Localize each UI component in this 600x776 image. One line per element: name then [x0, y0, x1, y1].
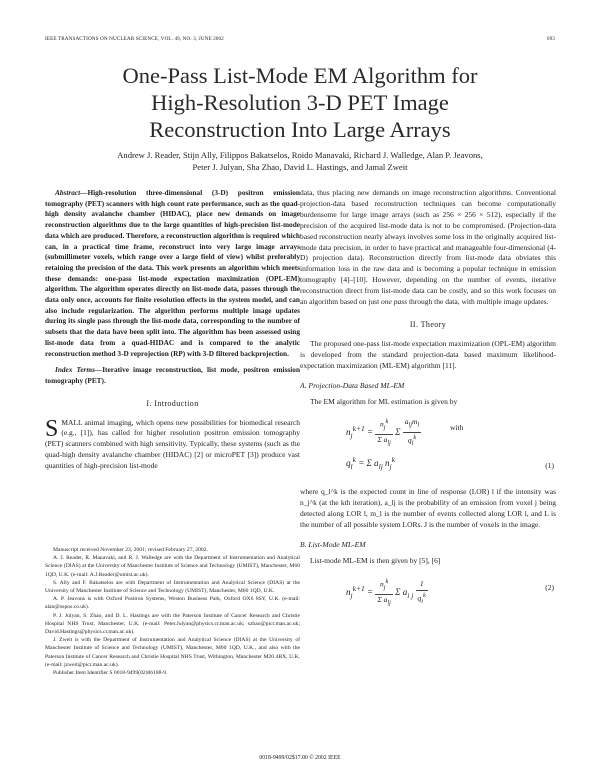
index-terms-label: Index Terms— — [55, 365, 103, 375]
author-line: Andrew J. Reader, Stijn Ally, Filippos Bakatselos, Roido Manavaki, Richard J. Walledge, Alan P. Jeavons, — [117, 150, 483, 160]
index-terms-text: Iterative image reconstruction, list mode, positron emission tomography (PET). — [45, 365, 300, 385]
footnotes — [45, 546, 300, 677]
title-line: High-Resolution 3-D PET Image — [151, 90, 449, 115]
paper-title — [0, 62, 600, 143]
body-paragraph: where q_l^k is the expected count in line of response (LOR) l if the intensity was n_j^k (at the kth iteration), a_lj is the probability of an emission from voxel j being detected along LOR l, m_l is the number of events collected along LOR l, and L is the number of all possible system LORs. J is the number of voxels in the image. — [300, 487, 556, 530]
equation-math: $q_l^k = \Sigma$ $a_{lj}$ $n_j^k$ — [346, 455, 395, 472]
abstract-text: High-resolution three-dimensional (3-D) positron emission tomography (PET) scanners with high count rate performance, such as the quad-high density avalanche chamber (HIDAC), place new demands on image reconstruction algorithms due to the large quantities of high-precision list-mode data which are produced. Therefore, a reconstruction algorithm is required which can, in a practical time frame, reconstruct into very large image arrays (submillimeter voxels, which range over a large field of view) whilst preferably retaining the precision of the data. This work presents an algorithm which meets these demands: one-pass list-mode expectation maximization (OPL-EM) algorithm. The algorithm operates directly on list-mode data, passes through the data only once, accounts for finite resolution effects in the system model, and can also include regularization. The algorithm performs multiple image updates during its single pass through the list-mode data, corresponding to the number of subsets that the data have been split into. The algorithm has been assessed using list-mode data from a quad-HIDAC and is compared to the analytic reconstruction method 3-D reprojection (RP) with 3-D filtered backprojection. — [45, 188, 300, 358]
emphasis: one pass — [381, 297, 408, 307]
footnote: A. P. Jeavons is with Oxford Positron Systems, Weston Business Park, Oxford OX6 8SY, U.K. (e-mail: alan@ospos.co.uk). — [45, 596, 300, 611]
body-paragraph: The proposed one-pass list-mode expectation maximization (OPL-EM) algorithm is developed from the standard projection-data based maximum likelihood-expectation maximization (ML-EM) algorithm [11]. — [300, 338, 556, 370]
body-paragraph: The EM algorithm for ML estimation is given by — [310, 396, 458, 406]
index-terms — [45, 365, 300, 386]
page-number: 693 — [546, 36, 555, 42]
footnote: A. J. Reader, R. Manavaki, and R. J. Walledge are with the Department of Instrumentation and Analytical Science (DIAS) at the University of Manchester Institute of Science and Technology (UMIST), Manchester, M60 1QD, U.K. (e-mail: A.J.Reader@umist.ac.uk). — [45, 555, 300, 578]
section-heading-introduction: I. Introduction — [146, 398, 199, 408]
equation-with: with — [450, 423, 464, 433]
equation-math: $n_j^{k+1}$ = $\frac{n_j^k}{\Sigma a_{lj}}$ Σ $\frac{a_{lj}m_l}{q_l^k}$ — [346, 417, 420, 447]
intro-text: MALL animal imaging, which opens new possibilities for biomedical research (e.g., [1]), has called for higher resolution positron emission tomography (PET) scanners combined with high sensitivity. Typically, these systems (such as the quad-high density avalanche chamber (HIDAC) [2] or microPET [3]) produce vast quantities of high-precision list-mode — [45, 417, 300, 471]
equation-number: (2) — [545, 582, 554, 592]
author-list — [60, 149, 540, 173]
footnote: Manuscript received November 23, 2001; revised February 27, 2002. — [53, 547, 208, 553]
intro-paragraph — [45, 415, 300, 473]
subsection-heading: A. Projection-Data Based ML-EM — [300, 380, 405, 390]
footnote: J. Zweit is with the Department of Instrumentation and Analytical Science (DIAS) at the University of Manchester Institute of Science and Technology (UMIST), Manchester, M60 1QD, U.K., and also with the Paterson Institute of Cancer Research and Christie Hospital NHS Trust, Withington, Manchester M20 4BX, U.K. (e-mail: jzweit@picr.man.ac.uk). — [45, 637, 300, 668]
copyright-footer: 0018-9499/02$17.00 © 2002 IEEE — [259, 755, 341, 761]
equation-math: $n_j^{k+1}$ = $\frac{n_j^k}{\Sigma a_{lj}}$ Σ $a_{i j}$ $\frac{1}{q_i^k}$ — [346, 577, 426, 607]
equation-1a — [300, 411, 556, 445]
right-column — [300, 188, 556, 609]
body-paragraph — [300, 188, 556, 308]
journal-name: IEEE TRANSACTIONS ON NUCLEAR SCIENCE, VOL. 49, NO. 3, JUNE 2002 — [45, 36, 224, 42]
subsection-heading: B. List-Mode ML-EM — [300, 540, 366, 550]
abstract-label: Abstract— — [55, 188, 88, 197]
equation-1b — [300, 449, 556, 483]
paragraph-text: through the data, with multiple image updates. — [408, 297, 549, 307]
abstract — [45, 188, 300, 359]
left-column — [45, 188, 300, 472]
title-line: One-Pass List-Mode EM Algorithm for — [122, 63, 478, 88]
author-line: Peter J. Julyan, Sha Zhao, David L. Hastings, and Jamal Zweit — [192, 162, 408, 172]
footnote: Publisher Item Identifier S 0018-9499(02)06188-9. — [53, 670, 168, 677]
running-header — [45, 36, 555, 46]
footnote: P. J. Julyan, S. Zhao, and D. L. Hastings are with the Paterson Institute of Cancer Research and Christie Hospital NHS Trust, Manchester, U.K. (e-mail: Peter.Julyan@physics.cr.man.ac.uk; szhao@picr.man.ac.uk; David.Hastings@physics.cr.man.ac.uk). — [45, 612, 300, 636]
equation-2 — [300, 571, 556, 605]
drop-cap: S — [45, 415, 59, 442]
footnote: S. Ally and F. Bakatselos are with Department of Instrumentation and Analytical Science (DIAS) at the University of Manchester Institute of Science and Technology (UMIST), Manchester, M60 1QD, U.K. — [45, 579, 300, 595]
equation-number: (1) — [545, 461, 554, 471]
paragraph-text: data, thus placing new demands on image reconstruction algorithms. Conventional projection-data based reconstruction techniques can become computationally burdensome for large image arrays (such as 256 × 256 × 512), especially if the precision of the acquired list-mode data is not to be compromised. (Projection-data based reconstruction nearly always involves some loss in the originally acquired list-mode data precision, in order to have practical and manageable four-dimensional (4-D) projection data). Reconstruction directly from list-mode data obviates this information loss in the raw data and is becoming a popular technique in emission tomography [4]–[10]. However, depending on the number of events, iterative reconstruction direct from list-mode data can be costly, and so this work focuses on an algorithm based on just — [300, 188, 556, 307]
title-line: Reconstruction Into Large Arrays — [149, 117, 451, 142]
body-paragraph: List-mode ML-EM is then given by [5], [6] — [310, 555, 441, 565]
section-heading-theory: II. Theory — [409, 319, 447, 329]
